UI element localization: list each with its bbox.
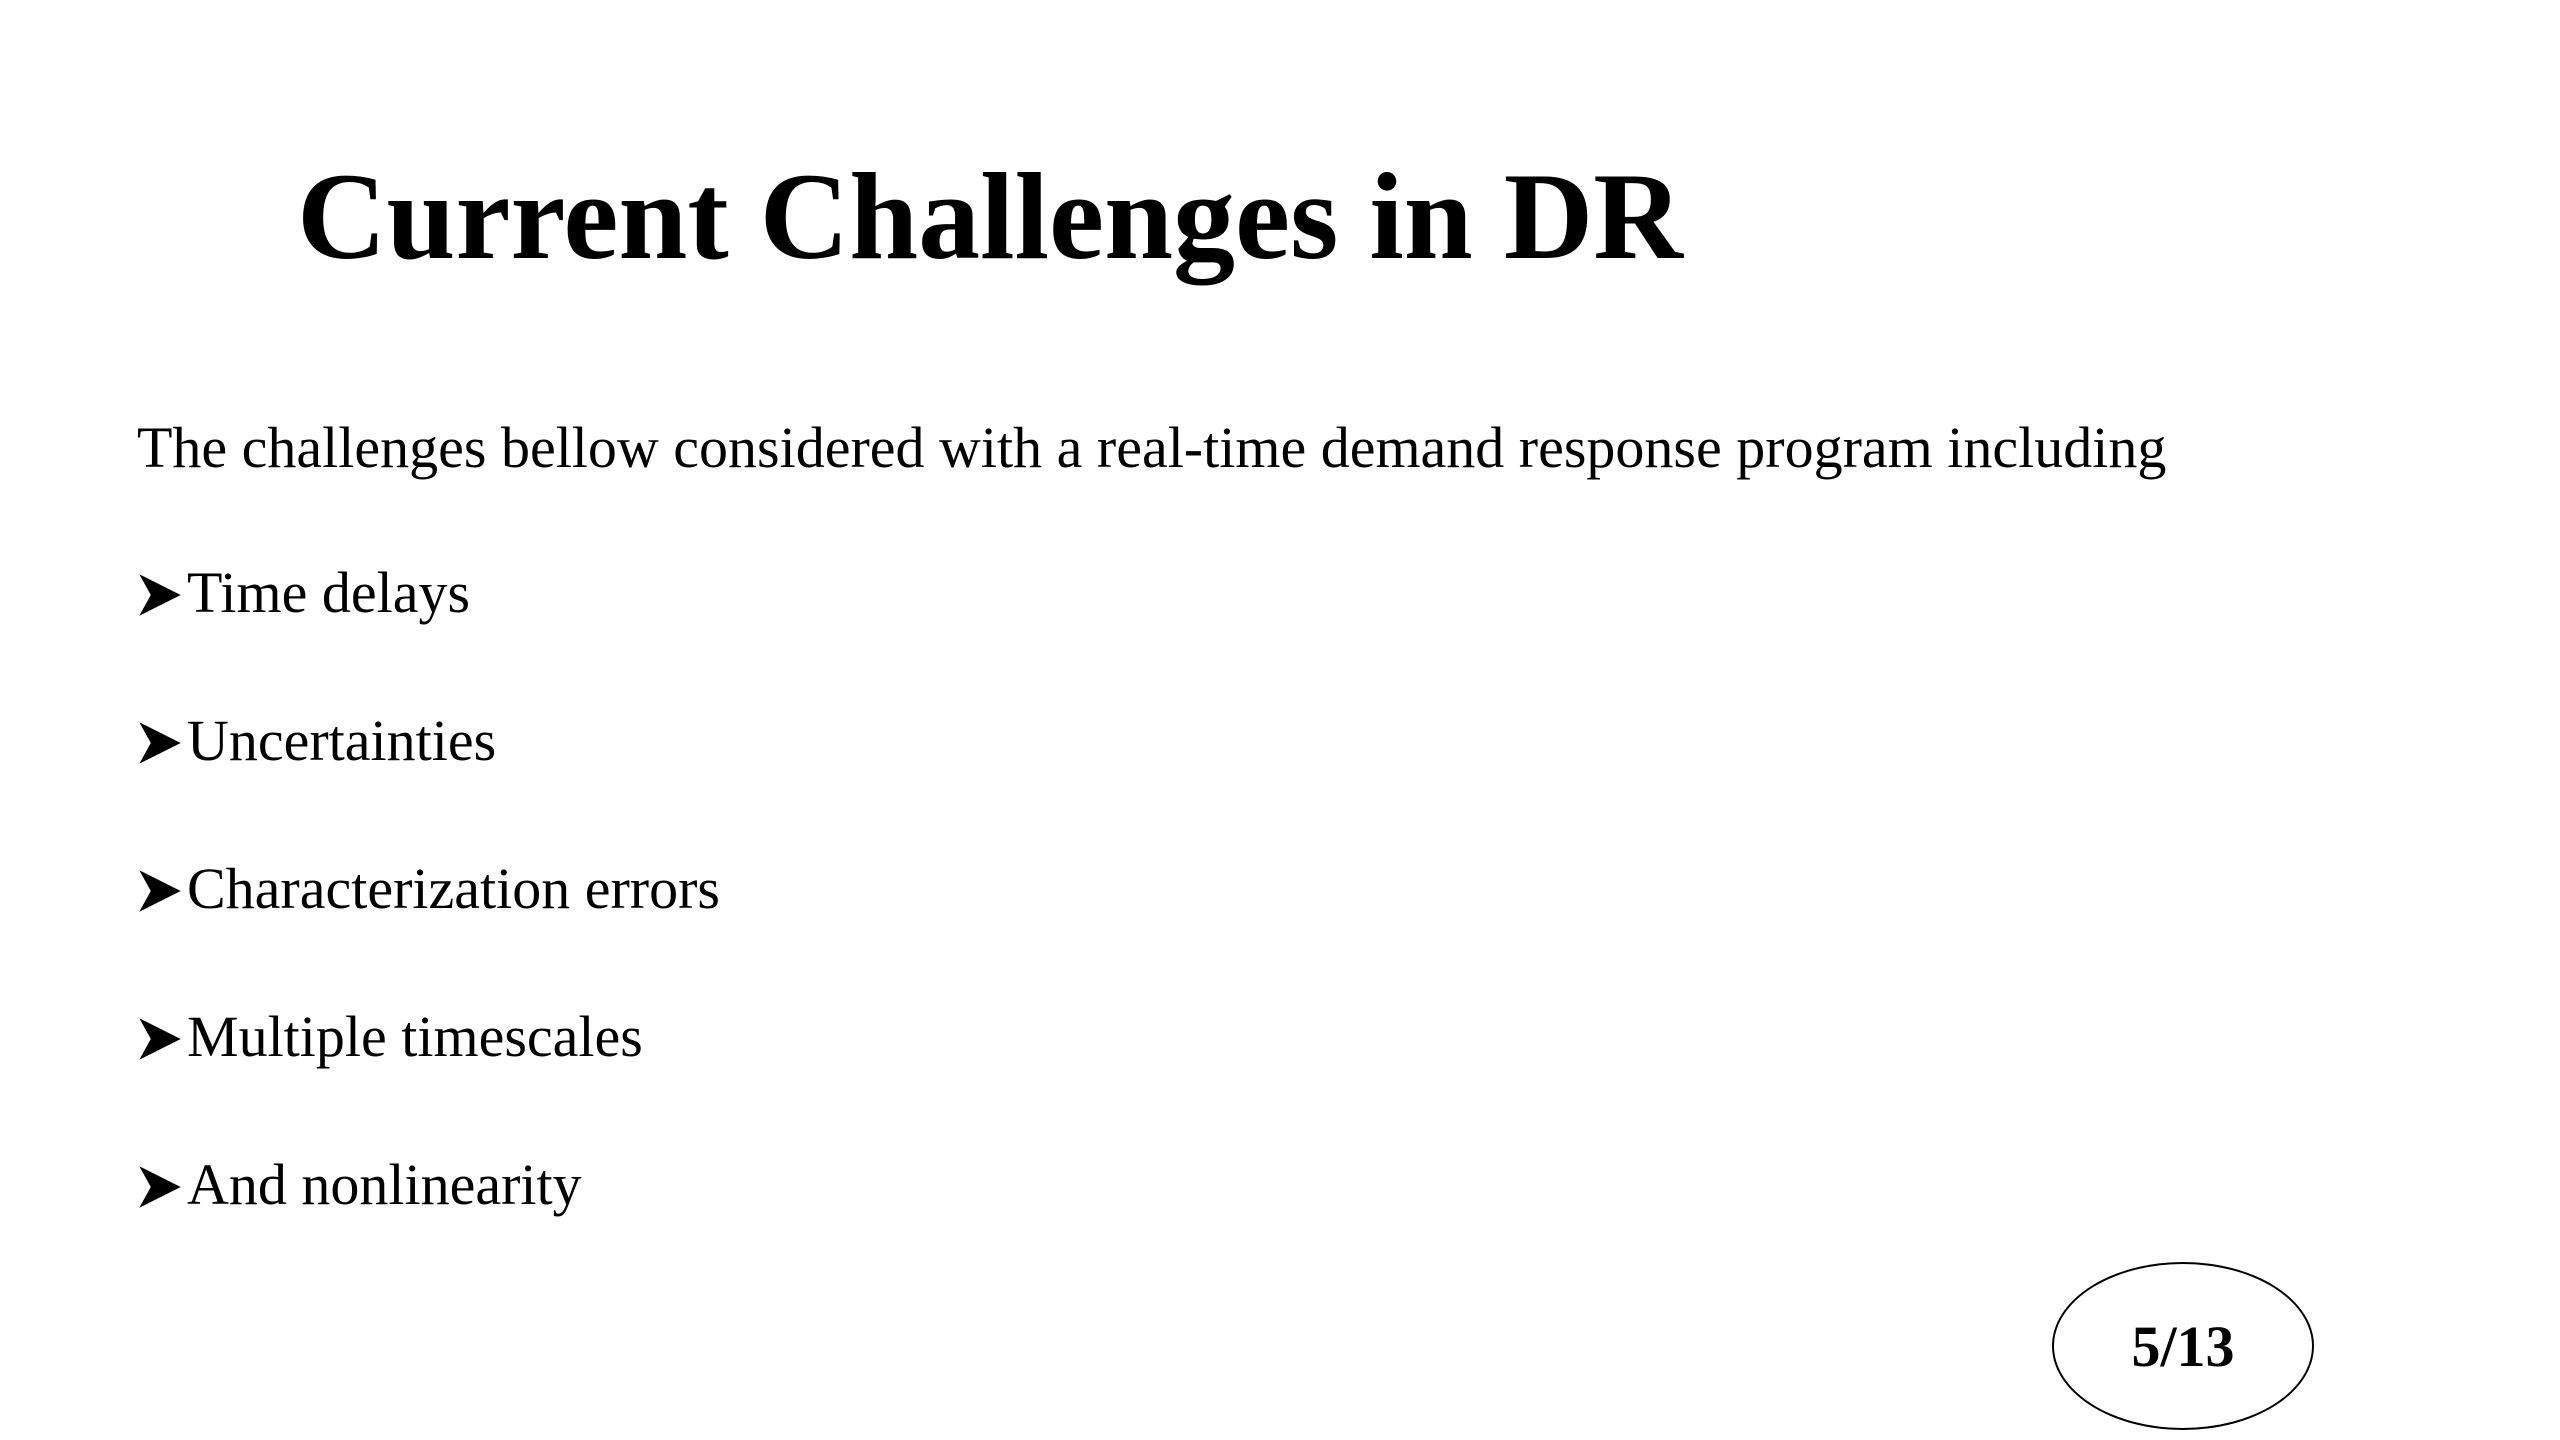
bullet-text: Uncertainties bbox=[187, 708, 497, 773]
bullet-item-characterization-errors bbox=[137, 856, 720, 1004]
bullet-item-uncertainties bbox=[137, 708, 720, 856]
slide-title: Current Challenges in DR bbox=[297, 148, 1683, 285]
arrow-bullet-icon bbox=[137, 868, 183, 914]
arrow-bullet-icon bbox=[137, 572, 183, 618]
intro-text: The challenges bellow considered with a real-time demand response program including bbox=[137, 415, 2167, 480]
bullet-text: Characterization errors bbox=[187, 856, 720, 921]
bullet-list bbox=[137, 560, 720, 1300]
bullet-item-nonlinearity bbox=[137, 1152, 720, 1300]
arrow-bullet-icon bbox=[137, 1164, 183, 1210]
page-number: 5/13 bbox=[2131, 1313, 2235, 1379]
page-number-badge bbox=[2052, 1262, 2314, 1430]
bullet-item-multiple-timescales bbox=[137, 1004, 720, 1152]
bullet-text: Time delays bbox=[187, 560, 471, 625]
bullet-text: Multiple timescales bbox=[187, 1004, 643, 1069]
bullet-text: And nonlinearity bbox=[187, 1152, 582, 1217]
arrow-bullet-icon bbox=[137, 1016, 183, 1062]
bullet-item-time-delays bbox=[137, 560, 720, 708]
arrow-bullet-icon bbox=[137, 720, 183, 766]
